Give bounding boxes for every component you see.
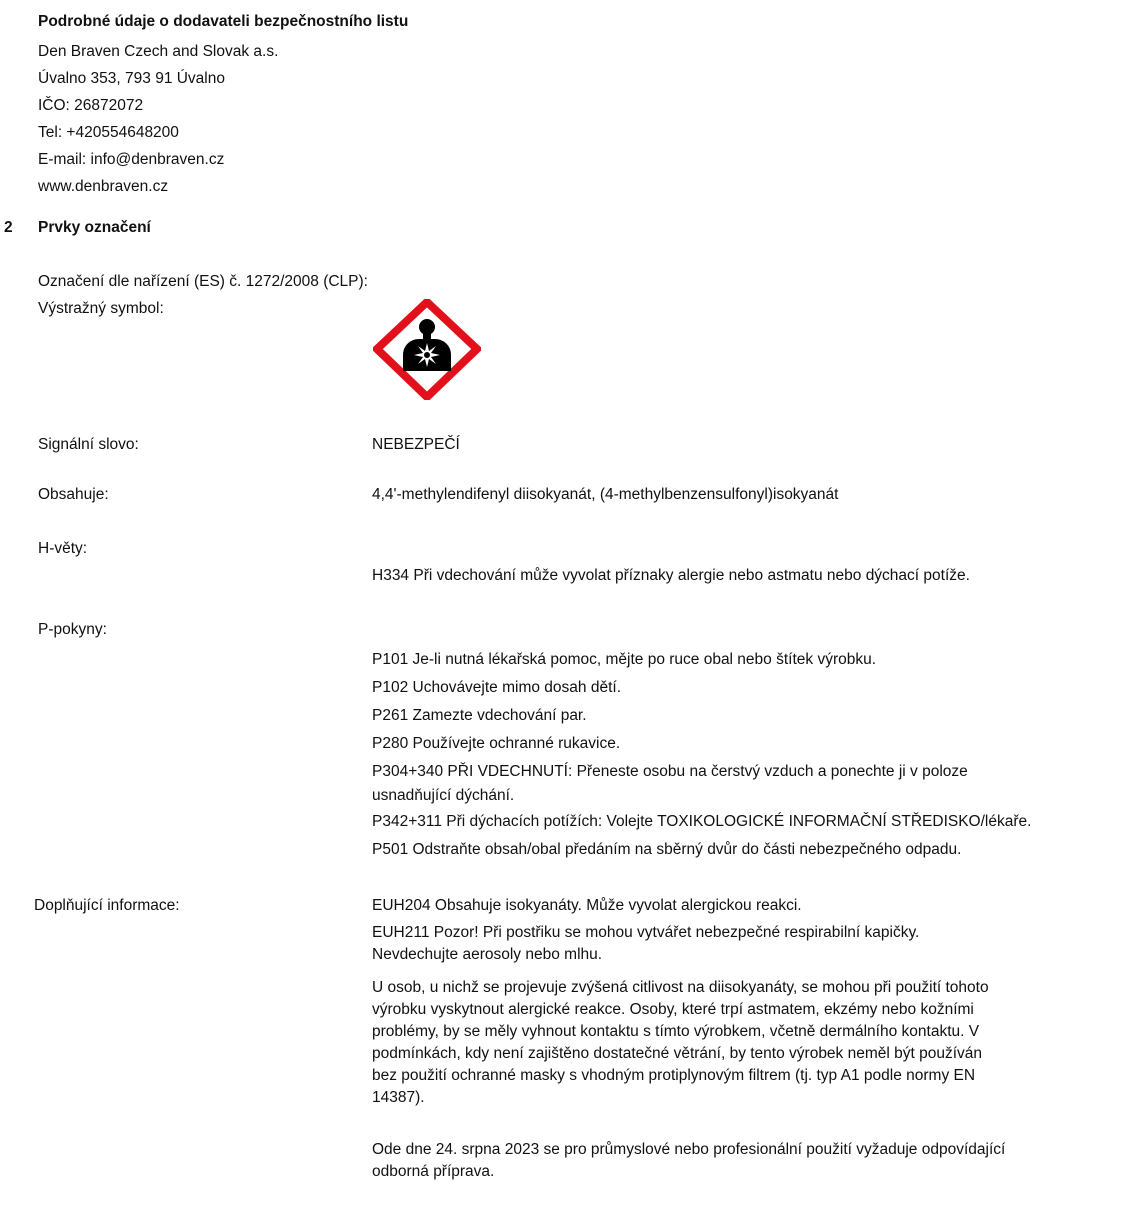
p-statement: P342+311 Při dýchacích potížích: Volejte TOXIKOLOGICKÉ INFORMAČNÍ STŘEDISKO/lékaře. <box>372 813 1032 830</box>
euh211-line: Nevdechujte aerosoly nebo mlhu. <box>372 946 603 963</box>
paragraph-line: bez použití ochranné masky s vhodným protiplynovým filtrem (tj. typ A1 podle normy EN <box>372 1067 976 1084</box>
supplier-address: Úvalno 353, 793 91 Úvalno <box>38 70 225 87</box>
supplementary-label: Doplňující informace: <box>34 897 180 914</box>
paragraph-line: U osob, u nichž se projevuje zvýšená citlivost na diisokyanáty, se mohou při použití tohoto <box>372 979 989 996</box>
training-paragraph <box>372 1139 1005 1183</box>
contains-label: Obsahuje: <box>38 486 109 503</box>
paragraph-line: problémy, by se měly vyhnout kontaktu s tímto výrobkem, včetně dermálního kontaktu. V <box>372 1023 980 1040</box>
supplier-heading: Podrobné údaje o dodavateli bezpečnostního listu <box>38 13 409 30</box>
supplier-email: E-mail: info@denbraven.cz <box>38 151 225 168</box>
section-title: Prvky označení <box>38 219 151 236</box>
h-statements-label: H-věty: <box>38 540 88 557</box>
p-statement: P280 Používejte ochranné rukavice. <box>372 735 621 752</box>
p-statement: P261 Zamezte vdechování par. <box>372 707 587 724</box>
p-statement: P304+340 PŘI VDECHNUTÍ: Přeneste osobu na čerstvý vzduch a ponechte ji v poloze <box>372 763 968 780</box>
p-statements-label: P-pokyny: <box>38 621 107 638</box>
supplier-ico: IČO: 26872072 <box>38 97 144 114</box>
ghs08-health-hazard-icon <box>373 299 481 400</box>
paragraph-line: Ode dne 24. srpna 2023 se pro průmyslové nebo profesionální použití vyžaduje odpovídající <box>372 1141 1006 1158</box>
paragraph-line: výrobku vyskytnout alergické reakce. Osoby, které trpí astmatem, ekzémy nebo kožními <box>372 1001 974 1018</box>
sensitivity-paragraph <box>372 977 989 1109</box>
signal-word-value: NEBEZPEČÍ <box>372 436 460 453</box>
regulation-label: Označení dle nařízení (ES) č. 1272/2008 (CLP): <box>38 273 368 290</box>
p-statement: P101 Je-li nutná lékařská pomoc, mějte po ruce obal nebo štítek výrobku. <box>372 651 877 668</box>
paragraph-line: odborná příprava. <box>372 1163 495 1180</box>
contains-value: 4,4'-methylendifenyl diisokyanát, (4-methylbenzensulfonyl)isokyanát <box>372 486 839 503</box>
hazard-symbol-label: Výstražný symbol: <box>38 300 164 317</box>
p-statement: P501 Odstraňte obsah/obal předáním na sběrný dvůr do části nebezpečného odpadu. <box>372 841 962 858</box>
p-statement-continuation: usnadňující dýchání. <box>372 787 515 804</box>
euh204-statement: EUH204 Obsahuje isokyanáty. Může vyvolat alergickou reakci. <box>372 897 802 914</box>
euh211-statement <box>372 922 919 966</box>
paragraph-line: podmínkách, kdy není zajištěno dostatečné větrání, by tento výrobek neměl být používán <box>372 1045 983 1062</box>
section-number: 2 <box>4 219 13 236</box>
supplier-phone: Tel: +420554648200 <box>38 124 179 141</box>
p-statement: P102 Uchovávejte mimo dosah dětí. <box>372 679 621 696</box>
signal-word-label: Signální slovo: <box>38 436 139 453</box>
supplier-name: Den Braven Czech and Slovak a.s. <box>38 43 279 60</box>
h-statement: H334 Při vdechování může vyvolat příznaky alergie nebo astmatu nebo dýchací potíže. <box>372 567 970 584</box>
paragraph-line: 14387). <box>372 1089 425 1106</box>
p-statements-list <box>372 646 1031 864</box>
supplier-website: www.denbraven.cz <box>38 178 169 195</box>
euh211-line: EUH211 Pozor! Při postřiku se mohou vytvářet nebezpečné respirabilní kapičky. <box>372 924 920 941</box>
